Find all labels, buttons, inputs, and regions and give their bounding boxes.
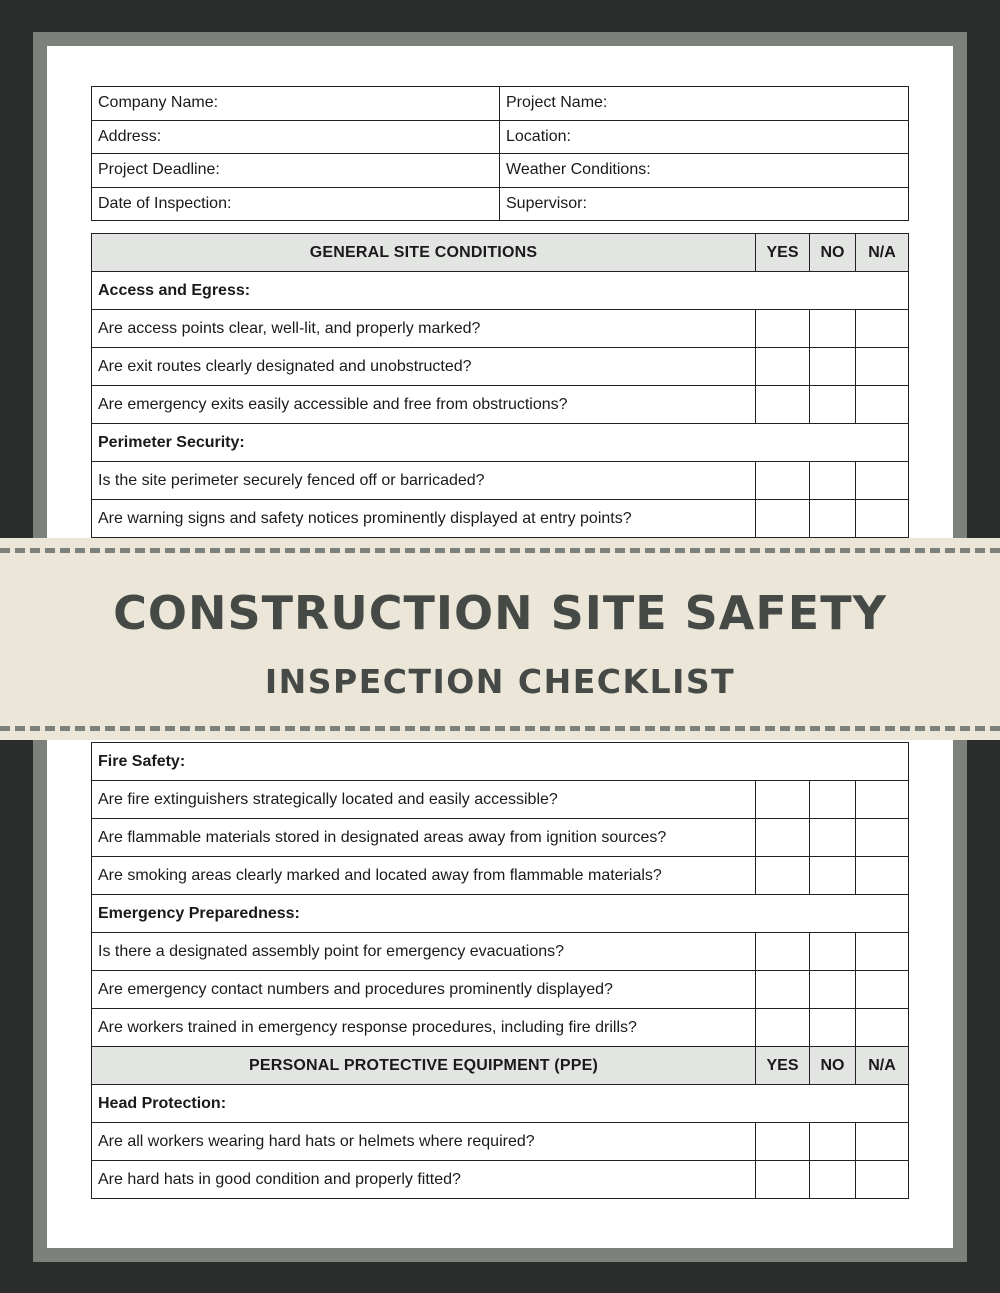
yes-checkbox[interactable] — [756, 857, 810, 895]
yes-column-header: YES — [756, 1047, 810, 1085]
stitch-divider — [0, 548, 1000, 553]
banner-title: CONSTRUCTION SITE SAFETY — [113, 586, 887, 640]
yes-checkbox[interactable] — [756, 1009, 810, 1047]
date-of-inspection-field[interactable]: Date of Inspection: — [92, 187, 500, 221]
no-column-header: NO — [810, 1047, 856, 1085]
subsection-heading: Head Protection: — [92, 1085, 909, 1123]
info-row — [92, 187, 909, 221]
company-name-field[interactable]: Company Name: — [92, 87, 500, 121]
na-checkbox[interactable] — [856, 857, 909, 895]
na-checkbox[interactable] — [856, 781, 909, 819]
general-site-conditions-continued-table — [91, 742, 909, 1199]
yes-checkbox[interactable] — [756, 819, 810, 857]
yes-checkbox[interactable] — [756, 500, 810, 538]
question-row — [92, 1123, 909, 1161]
na-column-header: N/A — [856, 234, 909, 272]
question-text: Are emergency exits easily accessible and free from obstructions? — [92, 386, 756, 424]
question-row — [92, 933, 909, 971]
question-text: Are fire extinguishers strategically located and easily accessible? — [92, 781, 756, 819]
no-checkbox[interactable] — [810, 462, 856, 500]
project-deadline-field[interactable]: Project Deadline: — [92, 154, 500, 188]
no-checkbox[interactable] — [810, 781, 856, 819]
na-checkbox[interactable] — [856, 1123, 909, 1161]
question-text: Are emergency contact numbers and procedures prominently displayed? — [92, 971, 756, 1009]
na-checkbox[interactable] — [856, 386, 909, 424]
no-checkbox[interactable] — [810, 933, 856, 971]
project-info-table — [91, 86, 909, 221]
no-checkbox[interactable] — [810, 1123, 856, 1161]
no-checkbox[interactable] — [810, 1161, 856, 1199]
subsection-heading: Fire Safety: — [92, 743, 909, 781]
yes-checkbox[interactable] — [756, 310, 810, 348]
no-column-header: NO — [810, 234, 856, 272]
yes-checkbox[interactable] — [756, 933, 810, 971]
yes-checkbox[interactable] — [756, 781, 810, 819]
yes-checkbox[interactable] — [756, 971, 810, 1009]
info-row — [92, 120, 909, 154]
no-checkbox[interactable] — [810, 857, 856, 895]
address-field[interactable]: Address: — [92, 120, 500, 154]
yes-column-header: YES — [756, 234, 810, 272]
question-row — [92, 781, 909, 819]
question-row — [92, 819, 909, 857]
na-checkbox[interactable] — [856, 348, 909, 386]
subsection-row — [92, 272, 909, 310]
subsection-row — [92, 743, 909, 781]
subsection-row — [92, 895, 909, 933]
supervisor-field[interactable]: Supervisor: — [500, 187, 909, 221]
na-column-header: N/A — [856, 1047, 909, 1085]
section-title: GENERAL SITE CONDITIONS — [92, 234, 756, 272]
question-text: Are access points clear, well-lit, and properly marked? — [92, 310, 756, 348]
na-checkbox[interactable] — [856, 462, 909, 500]
na-checkbox[interactable] — [856, 1009, 909, 1047]
na-checkbox[interactable] — [856, 1161, 909, 1199]
question-row — [92, 500, 909, 538]
section-header — [92, 1047, 909, 1085]
no-checkbox[interactable] — [810, 348, 856, 386]
question-row — [92, 971, 909, 1009]
question-text: Are workers trained in emergency response procedures, including fire drills? — [92, 1009, 756, 1047]
question-row — [92, 1161, 909, 1199]
section-title: PERSONAL PROTECTIVE EQUIPMENT (PPE) — [92, 1047, 756, 1085]
question-row — [92, 310, 909, 348]
question-row — [92, 1009, 909, 1047]
section-header — [92, 234, 909, 272]
subsection-heading: Access and Egress: — [92, 272, 909, 310]
no-checkbox[interactable] — [810, 1009, 856, 1047]
na-checkbox[interactable] — [856, 933, 909, 971]
question-row — [92, 857, 909, 895]
question-text: Are all workers wearing hard hats or helmets where required? — [92, 1123, 756, 1161]
subsection-row — [92, 424, 909, 462]
na-checkbox[interactable] — [856, 971, 909, 1009]
question-row — [92, 348, 909, 386]
no-checkbox[interactable] — [810, 310, 856, 348]
question-row — [92, 386, 909, 424]
yes-checkbox[interactable] — [756, 386, 810, 424]
project-name-field[interactable]: Project Name: — [500, 87, 909, 121]
stitch-divider — [0, 726, 1000, 731]
yes-checkbox[interactable] — [756, 1123, 810, 1161]
question-text: Are smoking areas clearly marked and located away from flammable materials? — [92, 857, 756, 895]
location-field[interactable]: Location: — [500, 120, 909, 154]
subsection-heading: Emergency Preparedness: — [92, 895, 909, 933]
banner-subtitle: INSPECTION CHECKLIST — [264, 662, 736, 701]
question-text: Are hard hats in good condition and properly fitted? — [92, 1161, 756, 1199]
na-checkbox[interactable] — [856, 310, 909, 348]
yes-checkbox[interactable] — [756, 348, 810, 386]
no-checkbox[interactable] — [810, 971, 856, 1009]
subsection-row — [92, 1085, 909, 1123]
yes-checkbox[interactable] — [756, 1161, 810, 1199]
question-text: Are warning signs and safety notices prominently displayed at entry points? — [92, 500, 756, 538]
info-row — [92, 154, 909, 188]
no-checkbox[interactable] — [810, 819, 856, 857]
weather-conditions-field[interactable]: Weather Conditions: — [500, 154, 909, 188]
question-text: Are flammable materials stored in designated areas away from ignition sources? — [92, 819, 756, 857]
question-text: Is the site perimeter securely fenced off or barricaded? — [92, 462, 756, 500]
no-checkbox[interactable] — [810, 386, 856, 424]
no-checkbox[interactable] — [810, 500, 856, 538]
question-text: Is there a designated assembly point for emergency evacuations? — [92, 933, 756, 971]
subsection-heading: Perimeter Security: — [92, 424, 909, 462]
na-checkbox[interactable] — [856, 819, 909, 857]
general-site-conditions-table — [91, 233, 909, 538]
question-text: Are exit routes clearly designated and unobstructed? — [92, 348, 756, 386]
question-row — [92, 462, 909, 500]
title-banner — [0, 538, 1000, 740]
na-checkbox[interactable] — [856, 500, 909, 538]
yes-checkbox[interactable] — [756, 462, 810, 500]
info-row — [92, 87, 909, 121]
